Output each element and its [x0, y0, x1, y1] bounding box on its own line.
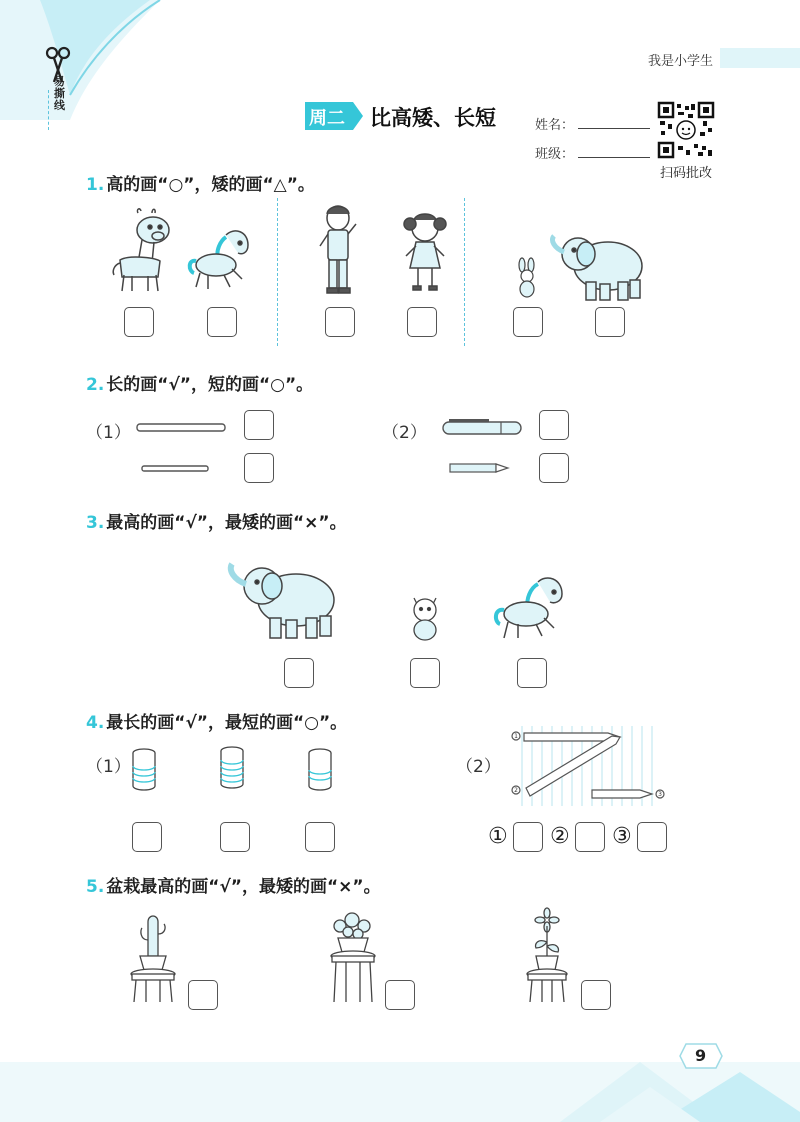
answer-box-boy[interactable] [325, 307, 355, 337]
question-text: 高的画“○”，矮的画“△”。 [106, 175, 315, 195]
pencil-label-1: ① [488, 824, 508, 849]
question-number: 3. [86, 513, 105, 533]
divider-2 [464, 198, 465, 346]
answer-box-elephant-q3[interactable] [284, 658, 314, 688]
elephant-image-q3 [226, 558, 338, 643]
short-stick-image [140, 464, 212, 474]
lesson-title: 比高矮、长短 [370, 106, 496, 130]
answer-box-kitten[interactable] [410, 658, 440, 688]
marker-image [441, 418, 525, 438]
answer-box-pencil[interactable] [539, 453, 569, 483]
cylinder-3-image [306, 748, 334, 792]
question-4-title [86, 708, 347, 733]
answer-box-giraffe[interactable] [124, 307, 154, 337]
boy-image [316, 202, 366, 297]
pencil-grid-image [508, 724, 668, 808]
answer-box-cactus[interactable] [188, 980, 218, 1010]
answer-box-girl[interactable] [407, 307, 437, 337]
elephant-image [548, 228, 648, 303]
question-3-title [86, 508, 347, 533]
answer-box-short-stick[interactable] [244, 453, 274, 483]
answer-box-pencil-1[interactable] [513, 822, 543, 852]
answer-box-marker[interactable] [539, 410, 569, 440]
answer-box-cylinder-2[interactable] [220, 822, 250, 852]
q4-part-1-label: （1） [86, 757, 131, 777]
giraffe-image [108, 205, 178, 295]
day-badge: 周二 [309, 108, 345, 129]
q2-part-1-label: （1） [86, 423, 131, 443]
svg-text:3: 3 [658, 791, 662, 798]
answer-box-elephant[interactable] [595, 307, 625, 337]
qr-caption: 扫码批改 [660, 166, 713, 181]
pencil-label-2: ② [550, 824, 570, 849]
answer-box-bunny[interactable] [513, 307, 543, 337]
sunflower-plant-image [522, 912, 572, 1004]
long-stick-image [135, 422, 229, 434]
qr-code-icon[interactable] [658, 102, 714, 158]
tear-line [48, 90, 49, 130]
svg-text:2: 2 [514, 787, 518, 794]
section-label: 我是小学生 [648, 54, 714, 69]
answer-box-pencil-3[interactable] [637, 822, 667, 852]
question-2-title [86, 370, 313, 395]
question-text: 盆栽最高的画“√”，最矮的画“×”。 [106, 877, 381, 897]
answer-box-pencil-2[interactable] [575, 822, 605, 852]
page-number: 9 [695, 1046, 707, 1065]
question-text: 最高的画“√”，最矮的画“×”。 [106, 513, 347, 533]
answer-box-cylinder-1[interactable] [132, 822, 162, 852]
class-label: 班级： [535, 147, 575, 162]
class-field[interactable] [578, 157, 650, 158]
answer-box-sunflower[interactable] [581, 980, 611, 1010]
question-number: 2. [86, 375, 105, 395]
flower-plant-image [328, 912, 378, 1004]
girl-image [400, 210, 450, 295]
name-field[interactable] [578, 128, 650, 129]
answer-box-flowers[interactable] [385, 980, 415, 1010]
pony-image [186, 225, 256, 295]
question-number: 4. [86, 713, 105, 733]
question-number: 1. [86, 175, 105, 195]
q2-part-2-label: （2） [382, 423, 427, 443]
answer-box-long-stick[interactable] [244, 410, 274, 440]
question-5-title [86, 872, 381, 897]
cylinder-1-image [130, 748, 158, 792]
q4-part-2-label: （2） [456, 757, 501, 777]
name-label: 姓名： [535, 118, 575, 133]
question-text: 长的画“√”，短的画“○”。 [106, 375, 314, 395]
question-number: 5. [86, 877, 105, 897]
cylinder-2-image [218, 746, 246, 790]
divider-1 [277, 198, 278, 346]
answer-box-cylinder-3[interactable] [305, 822, 335, 852]
kitten-image [406, 592, 446, 642]
svg-text:1: 1 [514, 733, 518, 740]
cactus-plant-image [128, 912, 178, 1004]
tear-line-label: 易撕线 [54, 75, 65, 112]
bunny-image [514, 258, 540, 300]
pencil-image [448, 462, 512, 474]
pony-image-q3 [492, 572, 572, 642]
pencil-label-3: ③ [612, 824, 632, 849]
question-1-title [86, 170, 315, 195]
answer-box-pony[interactable] [207, 307, 237, 337]
question-text: 最长的画“√”，最短的画“○”。 [106, 713, 348, 733]
answer-box-pony-q3[interactable] [517, 658, 547, 688]
